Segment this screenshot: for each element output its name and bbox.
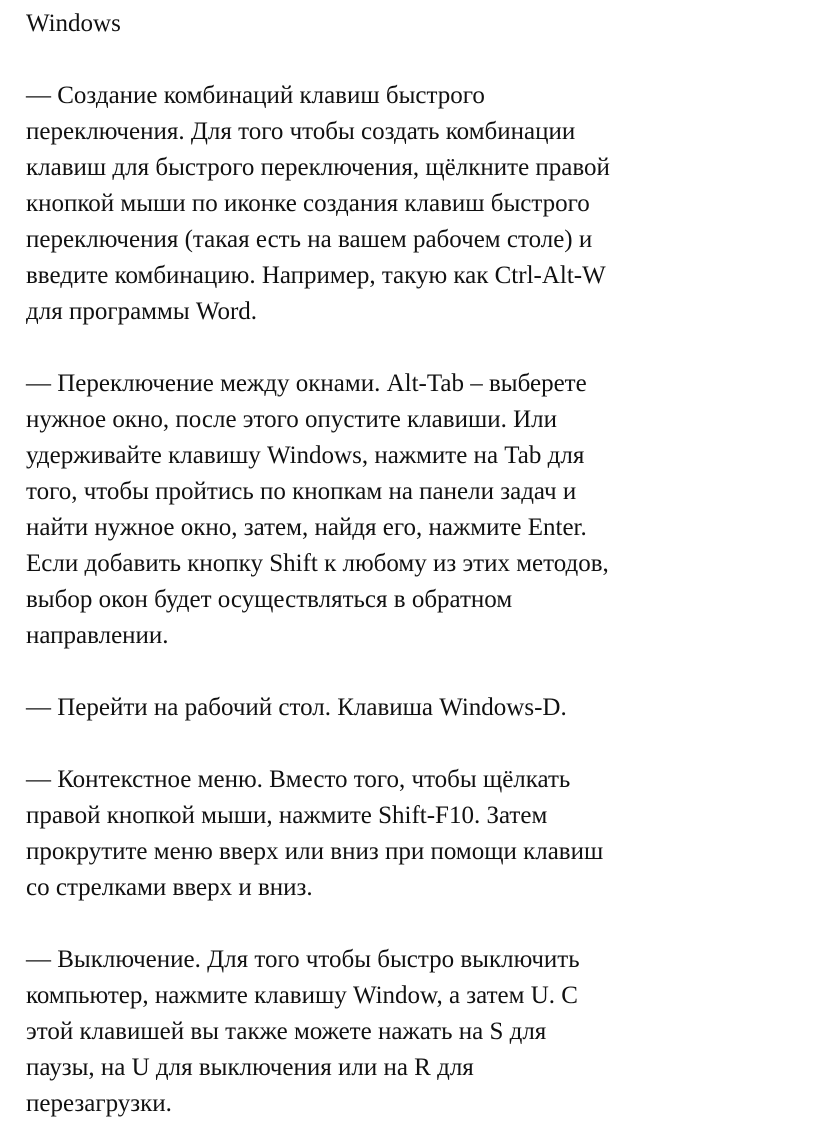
- text-line: для программы Word.: [26, 298, 258, 325]
- text-line: прокрутите меню вверх или вниз при помощи клавиш: [26, 838, 604, 865]
- text-line: выбор окон будет осуществляться в обратном: [26, 586, 513, 613]
- paragraph-window-switching: [26, 366, 806, 654]
- text-line: переключения. Для того чтобы создать комбинации: [26, 118, 576, 145]
- document-heading: Windows: [26, 10, 121, 37]
- text-line: введите комбинацию. Например, такую как Ctrl-Alt-W: [26, 262, 606, 289]
- document-page: [26, 6, 806, 1122]
- text-line: Если добавить кнопку Shift к любому из этих методов,: [26, 550, 609, 577]
- text-line: найти нужное окно, затем, найдя его, нажмите Enter.: [26, 514, 587, 541]
- text-line: — Выключение. Для того чтобы быстро выключить: [26, 946, 580, 973]
- text-line: этой клавишей вы также можете нажать на S для: [26, 1018, 547, 1045]
- text-line: нужное окно, после этого опустите клавиши. Или: [26, 406, 557, 433]
- text-line: переключения (такая есть на вашем рабочем столе) и: [26, 226, 593, 253]
- paragraph-shutdown: [26, 942, 806, 1122]
- paragraph-context-menu: [26, 762, 806, 906]
- text-line: — Контекстное меню. Вместо того, чтобы щёлкать: [26, 766, 571, 793]
- text-line: того, чтобы пройтись по кнопкам на панели задач и: [26, 478, 577, 505]
- text-line: — Создание комбинаций клавиш быстрого: [26, 82, 485, 109]
- text-line: паузы, на U для выключения или на R для: [26, 1054, 474, 1081]
- text-line: клавиш для быстрого переключения, щёлкните правой: [26, 154, 610, 181]
- text-line: — Перейти на рабочий стол. Клавиша Windows-D.: [26, 694, 567, 721]
- paragraph-hotkeys: [26, 78, 806, 330]
- text-line: — Переключение между окнами. Alt-Tab – выберете: [26, 370, 587, 397]
- text-line: удерживайте клавишу Windows, нажмите на Tab для: [26, 442, 585, 469]
- paragraph-desktop: [26, 690, 806, 726]
- text-line: перезагрузки.: [26, 1090, 172, 1117]
- text-line: направлении.: [26, 622, 169, 649]
- text-line: со стрелками вверх и вниз.: [26, 874, 313, 901]
- text-line: компьютер, нажмите клавишу Window, а затем U. С: [26, 982, 578, 1009]
- text-line: кнопкой мыши по иконке создания клавиш быстрого: [26, 190, 590, 217]
- text-line: правой кнопкой мыши, нажмите Shift-F10. Затем: [26, 802, 548, 829]
